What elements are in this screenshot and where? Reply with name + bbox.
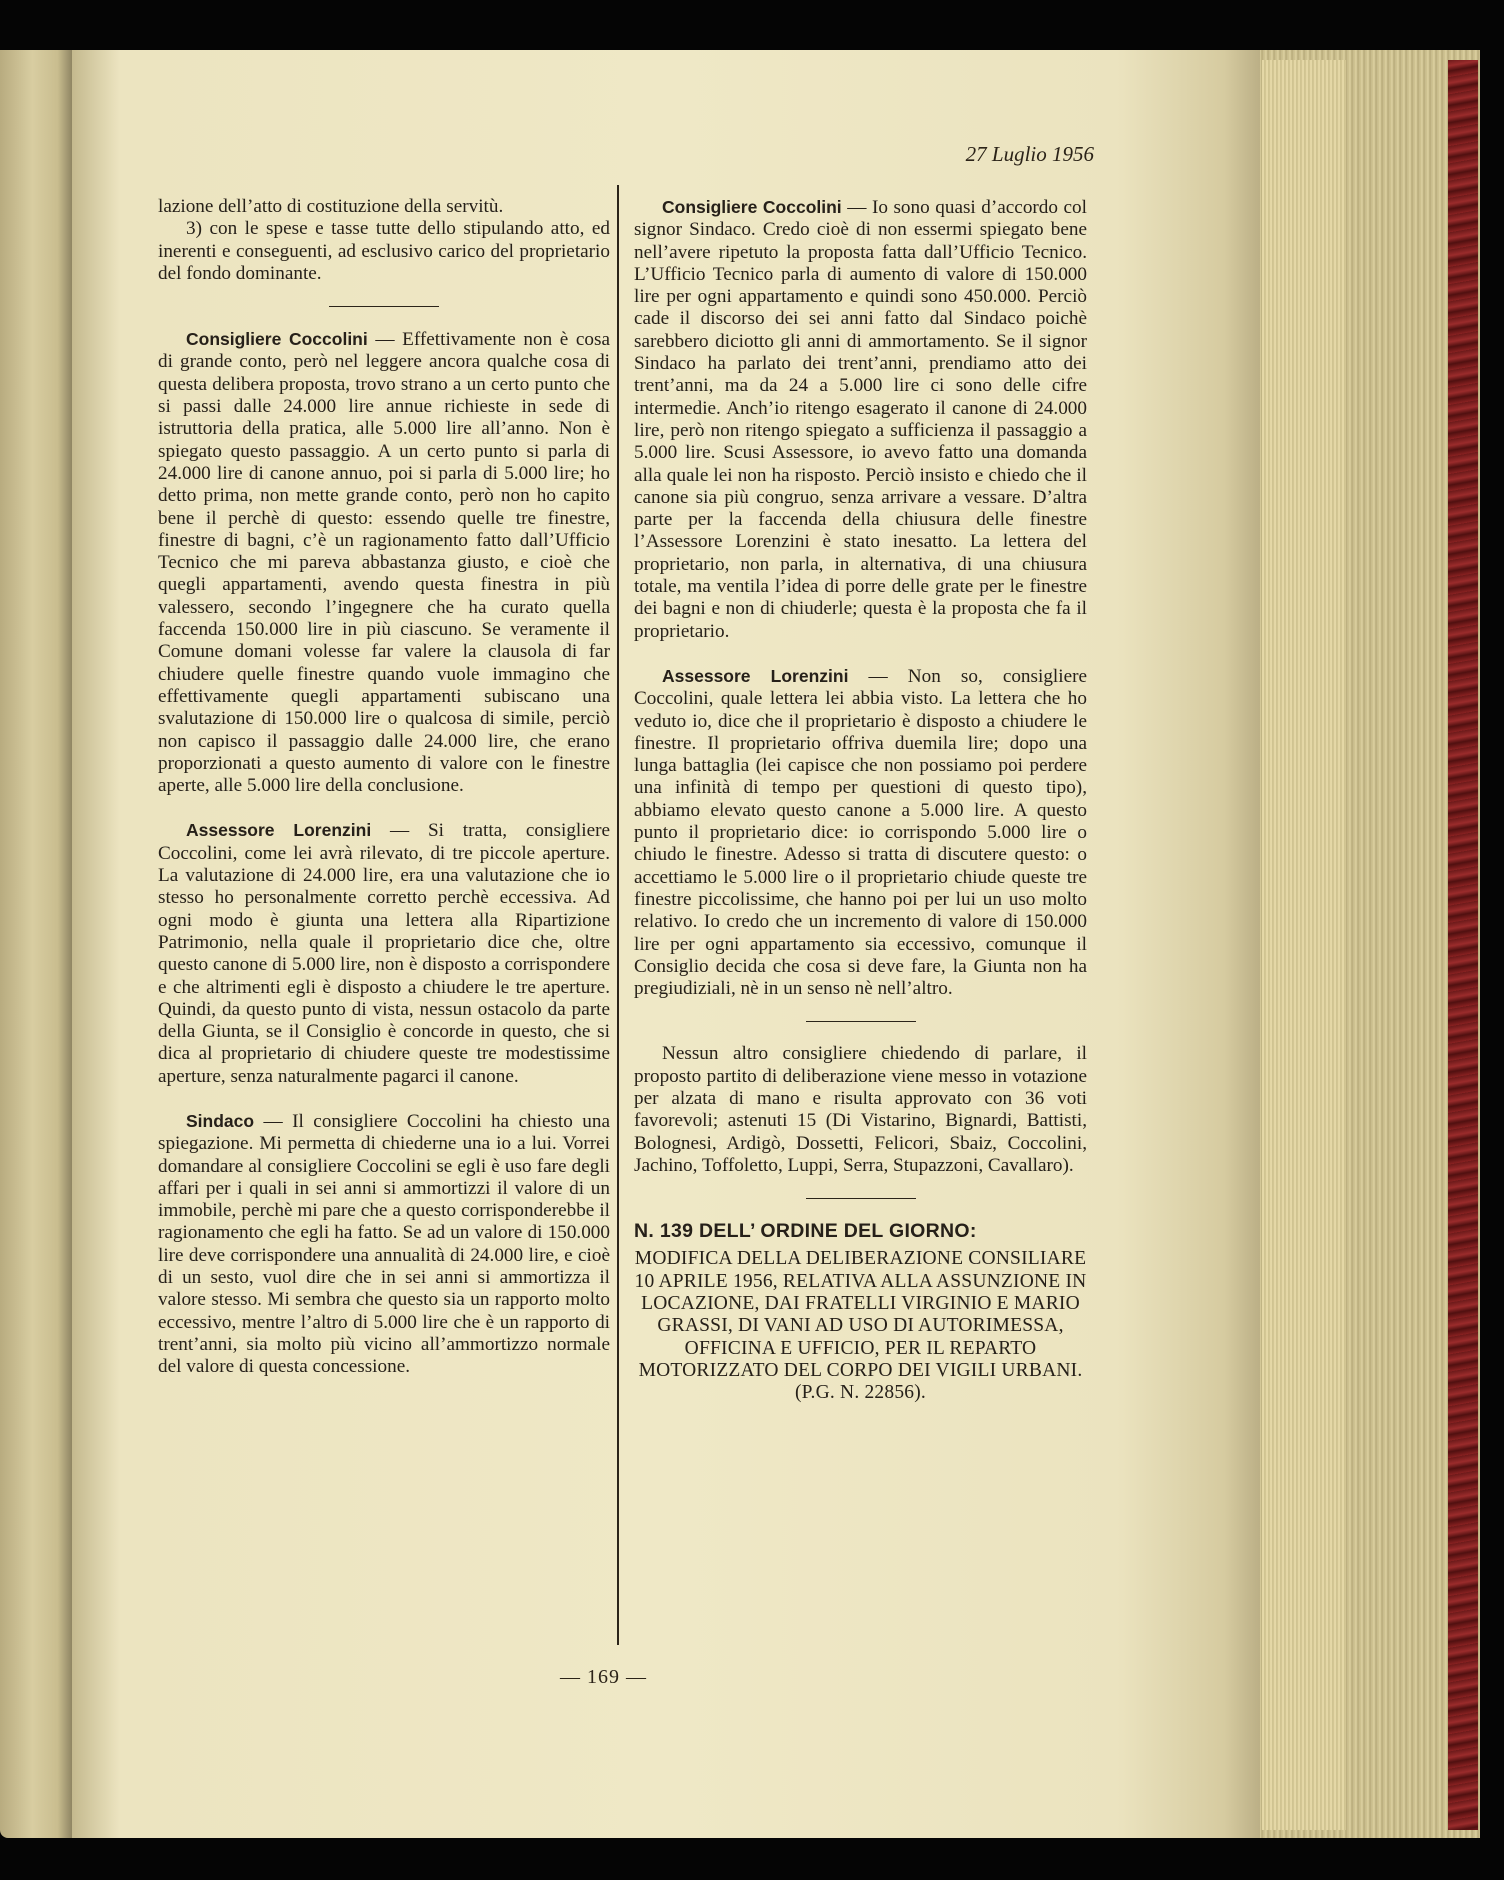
page-stack bbox=[1262, 60, 1346, 1830]
section-rule bbox=[806, 1198, 916, 1199]
speech-text: — Non so, consigliere Coccolini, quale lettera lei abbia visto. La lettera che ho veduto io, dice che il proprietario è disposto a chiudere le finestre. Il proprietario offriva duemila lire; dopo una lunga battaglia (lei capisce che non possiamo poi perdere una infinità di tempo per questioni di questo tipo), abbiamo elevato questo canone a 5.000 lire. A questo punto il proprietario dice: io corrispondo 5.000 lire o chiudo le finestre. Adesso si tratta di discutere questo: o accettiamo le 5.000 lire o il proprietario chiude queste tre finestre piccolissime, che hanno poi per lui un uso molto relativo. Io credo che un incremento di valore di 150.000 lire per ogni appartamento sia eccessivo, comunque il Consiglio decida che cosa si deve fare, la Giunta non ha pregiudiziali, nè in un senso nè nell’altro. bbox=[634, 665, 1087, 1000]
page-number: — 169 — bbox=[560, 1666, 647, 1688]
speaker-name: Sindaco bbox=[186, 1110, 255, 1131]
speech bbox=[158, 819, 610, 1088]
agenda-title bbox=[634, 1248, 1087, 1404]
speaker-name: Assessore Lorenzini bbox=[186, 820, 372, 841]
previous-page-edge bbox=[0, 50, 72, 1838]
vote-paragraph: Nessun altro consigliere chiedendo di parlare, il proposto partito di deliberazione viene messo in votazione per alzata di mano e risulta approvato con 36 voti favorevoli; astenuti 15 (Di Vistarino, Bignardi, Battisti, Bolognesi, Ardigò, Dossetti, Felicori, Sbaiz, Coccolini, Jachino, Toffoletto, Luppi, Serra, Stupazzoni, Cavallaro). bbox=[634, 1043, 1087, 1176]
book-cover-edge bbox=[1448, 60, 1478, 1830]
speaker-name: Assessore Lorenzini bbox=[662, 665, 849, 686]
paragraph: 3) con le spese e tasse tutte dello stipulando atto, ed inerenti e conseguenti, ad esclusivo carico del proprietario del fondo dominante. bbox=[158, 218, 610, 284]
speaker-name: Consigliere Coccolini bbox=[186, 329, 368, 350]
speech bbox=[158, 328, 610, 797]
speech-text: — Effettivamente non è cosa di grande conto, però nel leggere ancora qualche cosa di questa delibera proposta, trovo strano a un certo punto che si passi dalle 24.000 lire annue richieste in sede di istruttoria della pratica, alle 5.000 lire all’anno. Non è spiegato questo passaggio. A un certo punto si parla di 24.000 lire di canone annuo, poi si parla di 5.000 lire; ho detto prima, non mette grande conto, però non ho capito bene il perchè di questo: essendo quelle tre finestre, finestre di bagni, c’è un ragionamento fatto dall’Ufficio Tecnico che mi pareva abbastanza giusto, e cioè che quegli appartamenti, avendo questa finestra in più valessero, secondo l’ingegnere che ha curato quella faccenda 150.000 lire in più ciascuno. Se veramente il Comune domani volesse far valere la clausola di far chiudere quelle finestre quando vuole immagino che effettivamente quegli appartamenti subiscano una svalutazione di 150.000 lire o qualcosa di simile, perciò non capisco il passaggio dalle 24.000 lire, che erano proporzionati a questo aumento di valore con le finestre aperte, alle 5.000 lire della conclusione. bbox=[158, 329, 610, 797]
speech-text: — Il consigliere Coccolini ha chiesto una spiegazione. Mi permetta di chiederne una io a lui. Vorrei domandare al consigliere Coccolini se egli è uso fare degli affari per i quali in sei anni si ammortizzi il valore di un immobile, perchè mi pare che a questo corrisponderebbe il ragionamento che egli ha fatto. Se ad un valore di 150.000 lire deve corrispondere una annualità di 24.000 lire, e cioè di un sesto, vuol dire che in sei anni si ammortizza il valore stesso. Mi sembra che questo sia un rapporto molto eccessivo, mentre l’altro di 5.000 lire che è un rapporto di trent’anni, sia molto più vicino all’ammortizzo normale del valore di questa concessione. bbox=[158, 1110, 610, 1378]
section-rule bbox=[329, 306, 439, 307]
speech-text: — Io sono quasi d’accordo col signor Sindaco. Credo cioè di non essermi spiegato bene nell’avere ripetuto la proposta fatta dall’Ufficio Tecnico. L’Ufficio Tecnico parla di aumento di valore di 150.000 lire per ogni appartamento e quindi sono 450.000. Perciò cade il discorso dei sei anni fatto dal Sindaco poichè sarebbero diciotto gli anni di ammortamento. Se il signor Sindaco ha parlato dei trent’anni, prendiamo atto dei trent’anni, ma da 24 a 5.000 lire ci sono delle cifre intermedie. Anch’io ritengo esagerato il canone di 24.000 lire, però non ritengo spiegato a sufficienza il passaggio a 5.000 lire. Scusi Assessore, io avevo fatto una domanda alla quale lei non ha risposto. Perciò insisto e chiedo che il canone sia più congruo, senza arrivare a vessare. D’altra parte per la faccenda della chiusura delle finestre l’Assessore Lorenzini è stato inesatto. La lettera del proprietario, non parla, in alternativa, di una chiusura totale, ma ventila l’idea di porre delle grate per le finestre dei bagni e non di chiuderle; questa è la proposta che fa il proprietario. bbox=[634, 197, 1087, 642]
page-date: 27 Luglio 1956 bbox=[965, 142, 1094, 166]
left-column bbox=[158, 196, 610, 1379]
right-column bbox=[634, 196, 1087, 1405]
agenda-heading: N. 139 DELL’ ORDINE DEL GIORNO: bbox=[634, 1220, 977, 1243]
agenda-reference: (P.G. N. 22856). bbox=[794, 1382, 927, 1404]
speaker-name: Consigliere Coccolini bbox=[662, 197, 842, 217]
speech bbox=[634, 665, 1087, 1000]
speech-text: — Si tratta, consigliere Coccolini, come lei avrà rilevato, di tre piccole aperture. La valutazione di 24.000 lire, era una valutazione che io stesso ho personalmente corretto perchè eccessiva. Ad ogni modo è giunta una lettera alla Ripartizione Patrimonio, nella quale il proprietario dice che, oltre questo canone di 5.000 lire, non è disposto a corrispondere e che altrimenti egli è disposto a chiudere le tre aperture. Quindi, da questo punto di vista, nessun ostacolo da parte della Giunta, se il Consiglio è concorde in questo, che si dica al proprietario di chiudere queste tre modestissime aperture, senza naturalmente pagarci il canone. bbox=[158, 820, 610, 1087]
agenda-title-text: MODIFICA DELLA DELIBERAZIONE CONSILIARE 10 APRILE 1956, RELATIVA ALLA ASSUNZIONE IN LOCAZIONE, DAI FRATELLI VIRGINIO E MARIO GRASSI, DI VANI AD USO DI AUTORIMESSA, OFFICINA E UFFICIO, PER IL REPARTO MOTORIZZATO DEL CORPO DEI VIGILI URBANI. bbox=[634, 1248, 1087, 1381]
section-rule bbox=[806, 1021, 916, 1022]
speech bbox=[158, 1110, 610, 1379]
paragraph: lazione dell’atto di costituzione della servitù. bbox=[158, 196, 504, 217]
column-divider bbox=[617, 185, 619, 1645]
speech bbox=[634, 196, 1087, 643]
